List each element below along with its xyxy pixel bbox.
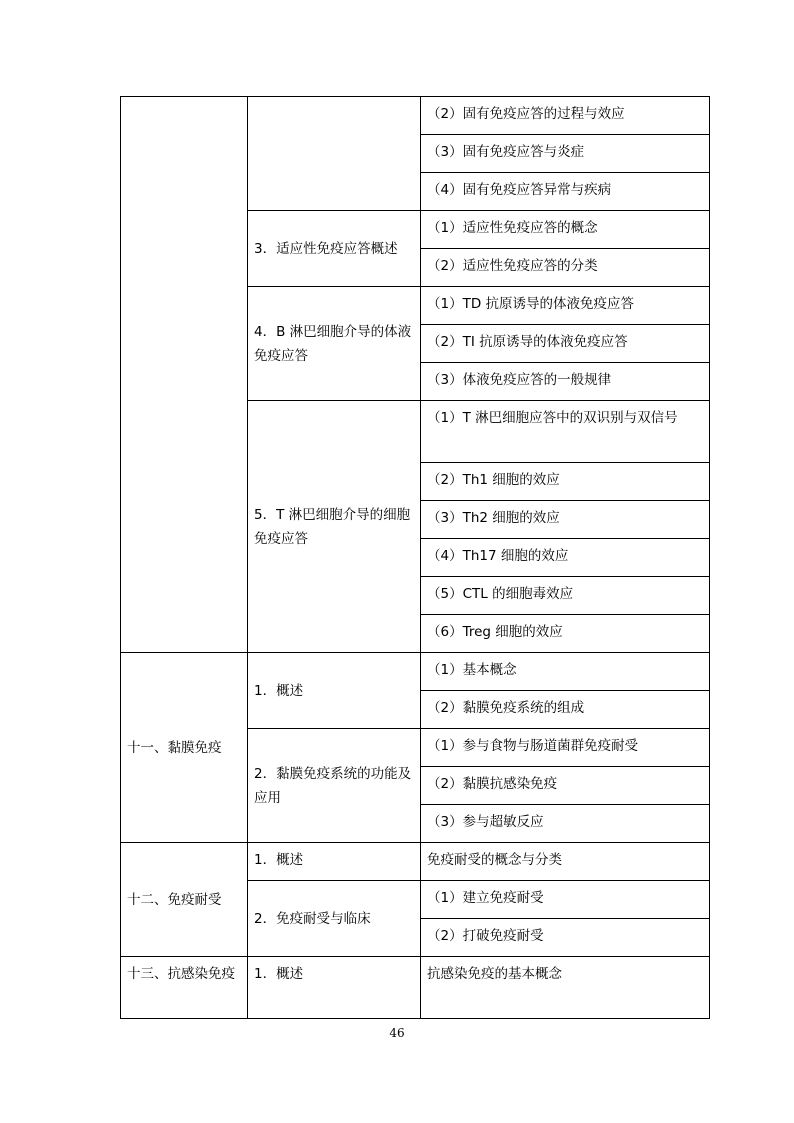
- table-row: [121, 653, 710, 691]
- page-number: 46: [389, 1026, 405, 1040]
- topic-cell: 1．概述: [248, 843, 421, 881]
- topic-cell: [248, 97, 421, 211]
- item-cell: （1）基本概念: [421, 653, 710, 691]
- item-cell: （2）TI 抗原诱导的体液免疫应答: [421, 325, 710, 363]
- item-cell: （1）适应性免疫应答的概念: [421, 211, 710, 249]
- item-cell: （3）参与超敏反应: [421, 805, 710, 843]
- section-cell: 十二、免疫耐受: [121, 843, 248, 957]
- item-cell: 免疫耐受的概念与分类: [421, 843, 710, 881]
- section-cell: 十一、黏膜免疫: [121, 653, 248, 843]
- topic-cell: 2．免疫耐受与临床: [248, 881, 421, 957]
- table-row: [121, 957, 710, 1019]
- item-cell: （4）Th17 细胞的效应: [421, 539, 710, 577]
- item-cell: （1）参与食物与肠道菌群免疫耐受: [421, 729, 710, 767]
- table-row: [121, 843, 710, 881]
- item-cell: （2）固有免疫应答的过程与效应: [421, 97, 710, 135]
- item-cell: （3）Th2 细胞的效应: [421, 501, 710, 539]
- topic-cell: 5．T 淋巴细胞介导的细胞免疫应答: [248, 401, 421, 653]
- item-cell: （3）固有免疫应答与炎症: [421, 135, 710, 173]
- item-cell: （5）CTL 的细胞毒效应: [421, 577, 710, 615]
- item-cell: （4）固有免疫应答异常与疾病: [421, 173, 710, 211]
- topic-cell: 1．概述: [248, 653, 421, 729]
- item-cell: （1）TD 抗原诱导的体液免疫应答: [421, 287, 710, 325]
- table-row: [121, 97, 710, 135]
- item-cell: （3）体液免疫应答的一般规律: [421, 363, 710, 401]
- item-cell: （1）建立免疫耐受: [421, 881, 710, 919]
- item-cell: （2）适应性免疫应答的分类: [421, 249, 710, 287]
- topic-cell: 3．适应性免疫应答概述: [248, 211, 421, 287]
- item-cell: （2）打破免疫耐受: [421, 919, 710, 957]
- syllabus-table: [120, 96, 710, 1019]
- item-cell: 抗感染免疫的基本概念: [421, 957, 710, 1019]
- item-cell: （2）黏膜免疫系统的组成: [421, 691, 710, 729]
- section-cell: [121, 97, 248, 653]
- item-cell: （1）T 淋巴细胞应答中的双识别与双信号: [421, 401, 710, 463]
- topic-cell: 2．黏膜免疫系统的功能及应用: [248, 729, 421, 843]
- item-cell: （2）黏膜抗感染免疫: [421, 767, 710, 805]
- topic-cell: 4．B 淋巴细胞介导的体液免疫应答: [248, 287, 421, 401]
- item-cell: （6）Treg 细胞的效应: [421, 615, 710, 653]
- topic-cell: 1．概述: [248, 957, 421, 1019]
- section-cell: 十三、抗感染免疫: [121, 957, 248, 1019]
- item-cell: （2）Th1 细胞的效应: [421, 463, 710, 501]
